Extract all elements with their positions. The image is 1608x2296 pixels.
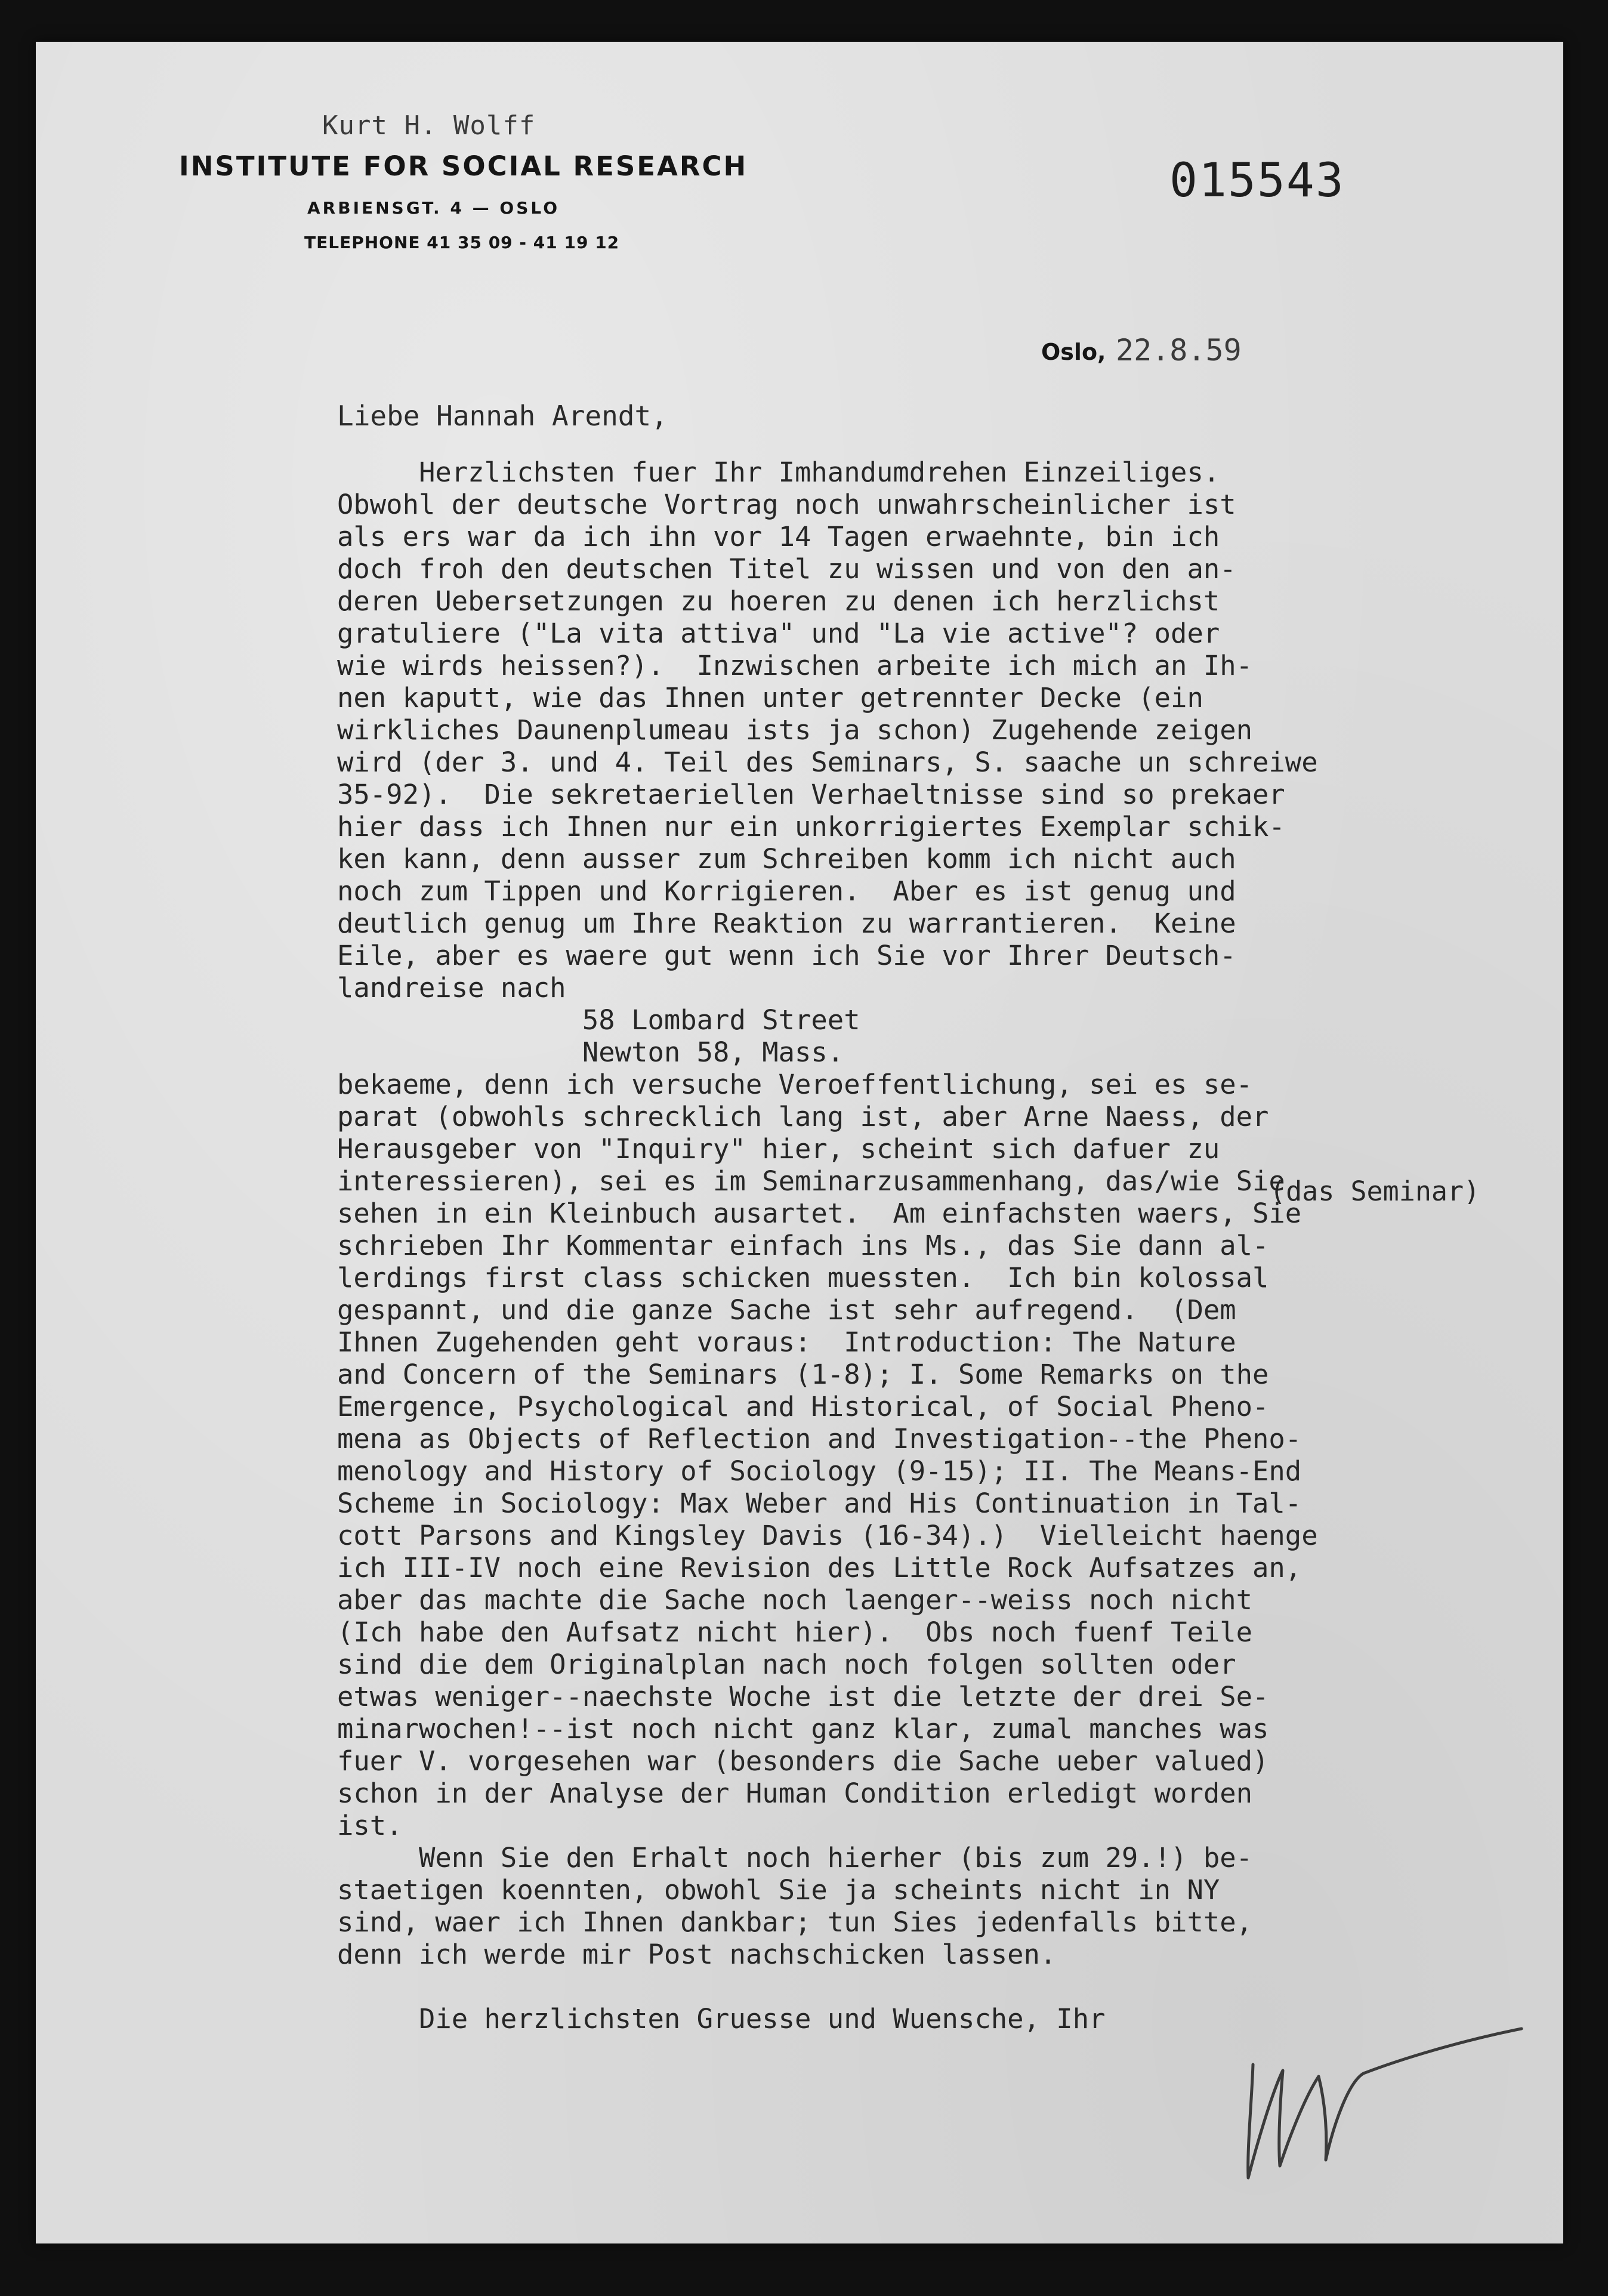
body-line: nen kaputt, wie das Ihnen unter getrennter Decke (ein <box>337 682 1203 714</box>
body-line: sind, waer ich Ihnen dankbar; tun Sies jedenfalls bitte, <box>337 1906 1253 1938</box>
body-line: 35-92). Die sekretaeriellen Verhaeltnisse sind so prekaer <box>337 779 1285 810</box>
body-line: schon in der Analyse der Human Condition erledigt worden <box>337 1777 1253 1809</box>
body-line: lerdings first class schicken muessten. Ich bin kolossal <box>337 1262 1269 1294</box>
body-line: denn ich werde mir Post nachschicken lassen. <box>337 1939 1057 1970</box>
body-line: landreise nach <box>337 972 566 1004</box>
body-line: wirkliches Daunenplumeau ists ja schon) Zugehende zeigen <box>337 714 1253 746</box>
body-line: sehen in ein Kleinbuch ausartet. Am einfachsten waers, Sie <box>337 1198 1302 1229</box>
letterhead-author-name: Kurt H. Wolff <box>322 110 536 141</box>
body-line: ken kann, denn ausser zum Schreiben komm ich nicht auch <box>337 843 1236 875</box>
body-line: minarwochen!--ist noch nicht ganz klar, zumal manches was <box>337 1713 1269 1745</box>
body-line: menology and History of Sociology (9-15); II. The Means-End <box>337 1455 1302 1487</box>
body-line: aber das machte die Sache noch laenger--weiss noch nicht <box>337 1584 1253 1616</box>
body-line: deutlich genug um Ihre Reaktion zu warrantieren. Keine <box>337 908 1236 939</box>
body-line: and Concern of the Seminars (1-8); I. Some Remarks on the <box>337 1359 1269 1390</box>
body-line: mena as Objects of Reflection and Investigation--the Pheno- <box>337 1423 1302 1455</box>
letterhead-telephone: TELEPHONE 41 35 09 - 41 19 12 <box>304 233 620 252</box>
body-line: gespannt, und die ganze Sache ist sehr aufregend. (Dem <box>337 1294 1236 1326</box>
body-line: Eile, aber es waere gut wenn ich Sie vor Ihrer Deutsch- <box>337 940 1236 971</box>
body-line: Wenn Sie den Erhalt noch hierher (bis zum 29.!) be- <box>337 1842 1253 1874</box>
body-line: cott Parsons and Kingsley Davis (16-34).) Vielleicht haenge <box>337 1520 1318 1551</box>
body-line: ist. <box>337 1810 403 1841</box>
date-value: 22.8.59 <box>1116 333 1242 368</box>
closing-line: Die herzlichsten Gruesse und Wuensche, Ihr <box>337 2003 1106 2035</box>
body-line: staetigen koennten, obwohl Sie ja scheints nicht in NY <box>337 1874 1220 1906</box>
body-line: doch froh den deutschen Titel zu wissen und von den an- <box>337 553 1236 585</box>
body-line: Herausgeber von "Inquiry" hier, scheint sich dafuer zu <box>337 1133 1220 1165</box>
body-line: interessieren), sei es im Seminarzusammenhang, das/wie Sie <box>337 1165 1285 1197</box>
body-line: (Ich habe den Aufsatz nicht hier). Obs noch fuenf Teile <box>337 1616 1253 1648</box>
body-line: etwas weniger--naechste Woche ist die letzte der drei Se- <box>337 1681 1269 1712</box>
margin-insert-note: (das Seminar) <box>1270 1175 1480 1207</box>
body-line: Obwohl der deutsche Vortrag noch unwahrscheinlicher ist <box>337 489 1236 520</box>
body-line: schrieben Ihr Kommentar einfach ins Ms., das Sie dann al- <box>337 1230 1269 1261</box>
body-line: Ihnen Zugehenden geht voraus: Introduction: The Nature <box>337 1326 1236 1358</box>
letter-body <box>337 456 1318 2035</box>
body-line: hier dass ich Ihnen nur ein unkorrigiertes Exemplar schik- <box>337 811 1285 843</box>
body-line: Herzlichsten fuer Ihr Imhandumdrehen Einzeiliges. <box>337 456 1220 488</box>
body-line: Emergence, Psychological and Historical, of Social Pheno- <box>337 1391 1269 1422</box>
body-line: gratuliere ("La vita attiva" und "La vie active"? oder <box>337 618 1220 649</box>
body-line: noch zum Tippen und Korrigieren. Aber es ist genug und <box>337 875 1236 907</box>
body-line: fuer V. vorgesehen war (besonders die Sache ueber valued) <box>337 1745 1269 1777</box>
body-line: sind die dem Originalplan nach noch folgen sollten oder <box>337 1649 1236 1680</box>
body-line: Scheme in Sociology: Max Weber and His Continuation in Tal- <box>337 1488 1302 1519</box>
letterhead-institute: INSTITUTE FOR SOCIAL RESEARCH <box>179 150 748 182</box>
body-line: ich III-IV noch eine Revision des Little Rock Aufsatzes an, <box>337 1552 1302 1584</box>
body-line: bekaeme, denn ich versuche Veroeffentlichung, sei es se- <box>337 1069 1253 1100</box>
body-line: parat (obwohls schrecklich lang ist, aber Arne Naess, der <box>337 1101 1269 1132</box>
letterhead-address: ARBIENSGT. 4 — OSLO <box>307 198 560 218</box>
handwritten-signature <box>1223 2017 1533 2196</box>
document-number: 015543 <box>1169 154 1345 208</box>
body-line: als ers war da ich ihn vor 14 Tagen erwaehnte, bin ich <box>337 521 1220 553</box>
address-line: 58 Lombard Street <box>337 1004 860 1036</box>
body-line: deren Uebersetzungen zu hoeren zu denen ich herzlichst <box>337 585 1220 617</box>
blank-line <box>337 1971 1318 2003</box>
body-line: wird (der 3. und 4. Teil des Seminars, S. saache un schreiwe <box>337 746 1318 778</box>
date-place: Oslo, <box>1041 339 1106 365</box>
body-line: wie wirds heissen?). Inzwischen arbeite ich mich an Ih- <box>337 650 1253 681</box>
address-line: Newton 58, Mass. <box>337 1036 844 1068</box>
letter-paper <box>36 42 1563 2243</box>
salutation: Liebe Hannah Arendt, <box>337 400 668 432</box>
